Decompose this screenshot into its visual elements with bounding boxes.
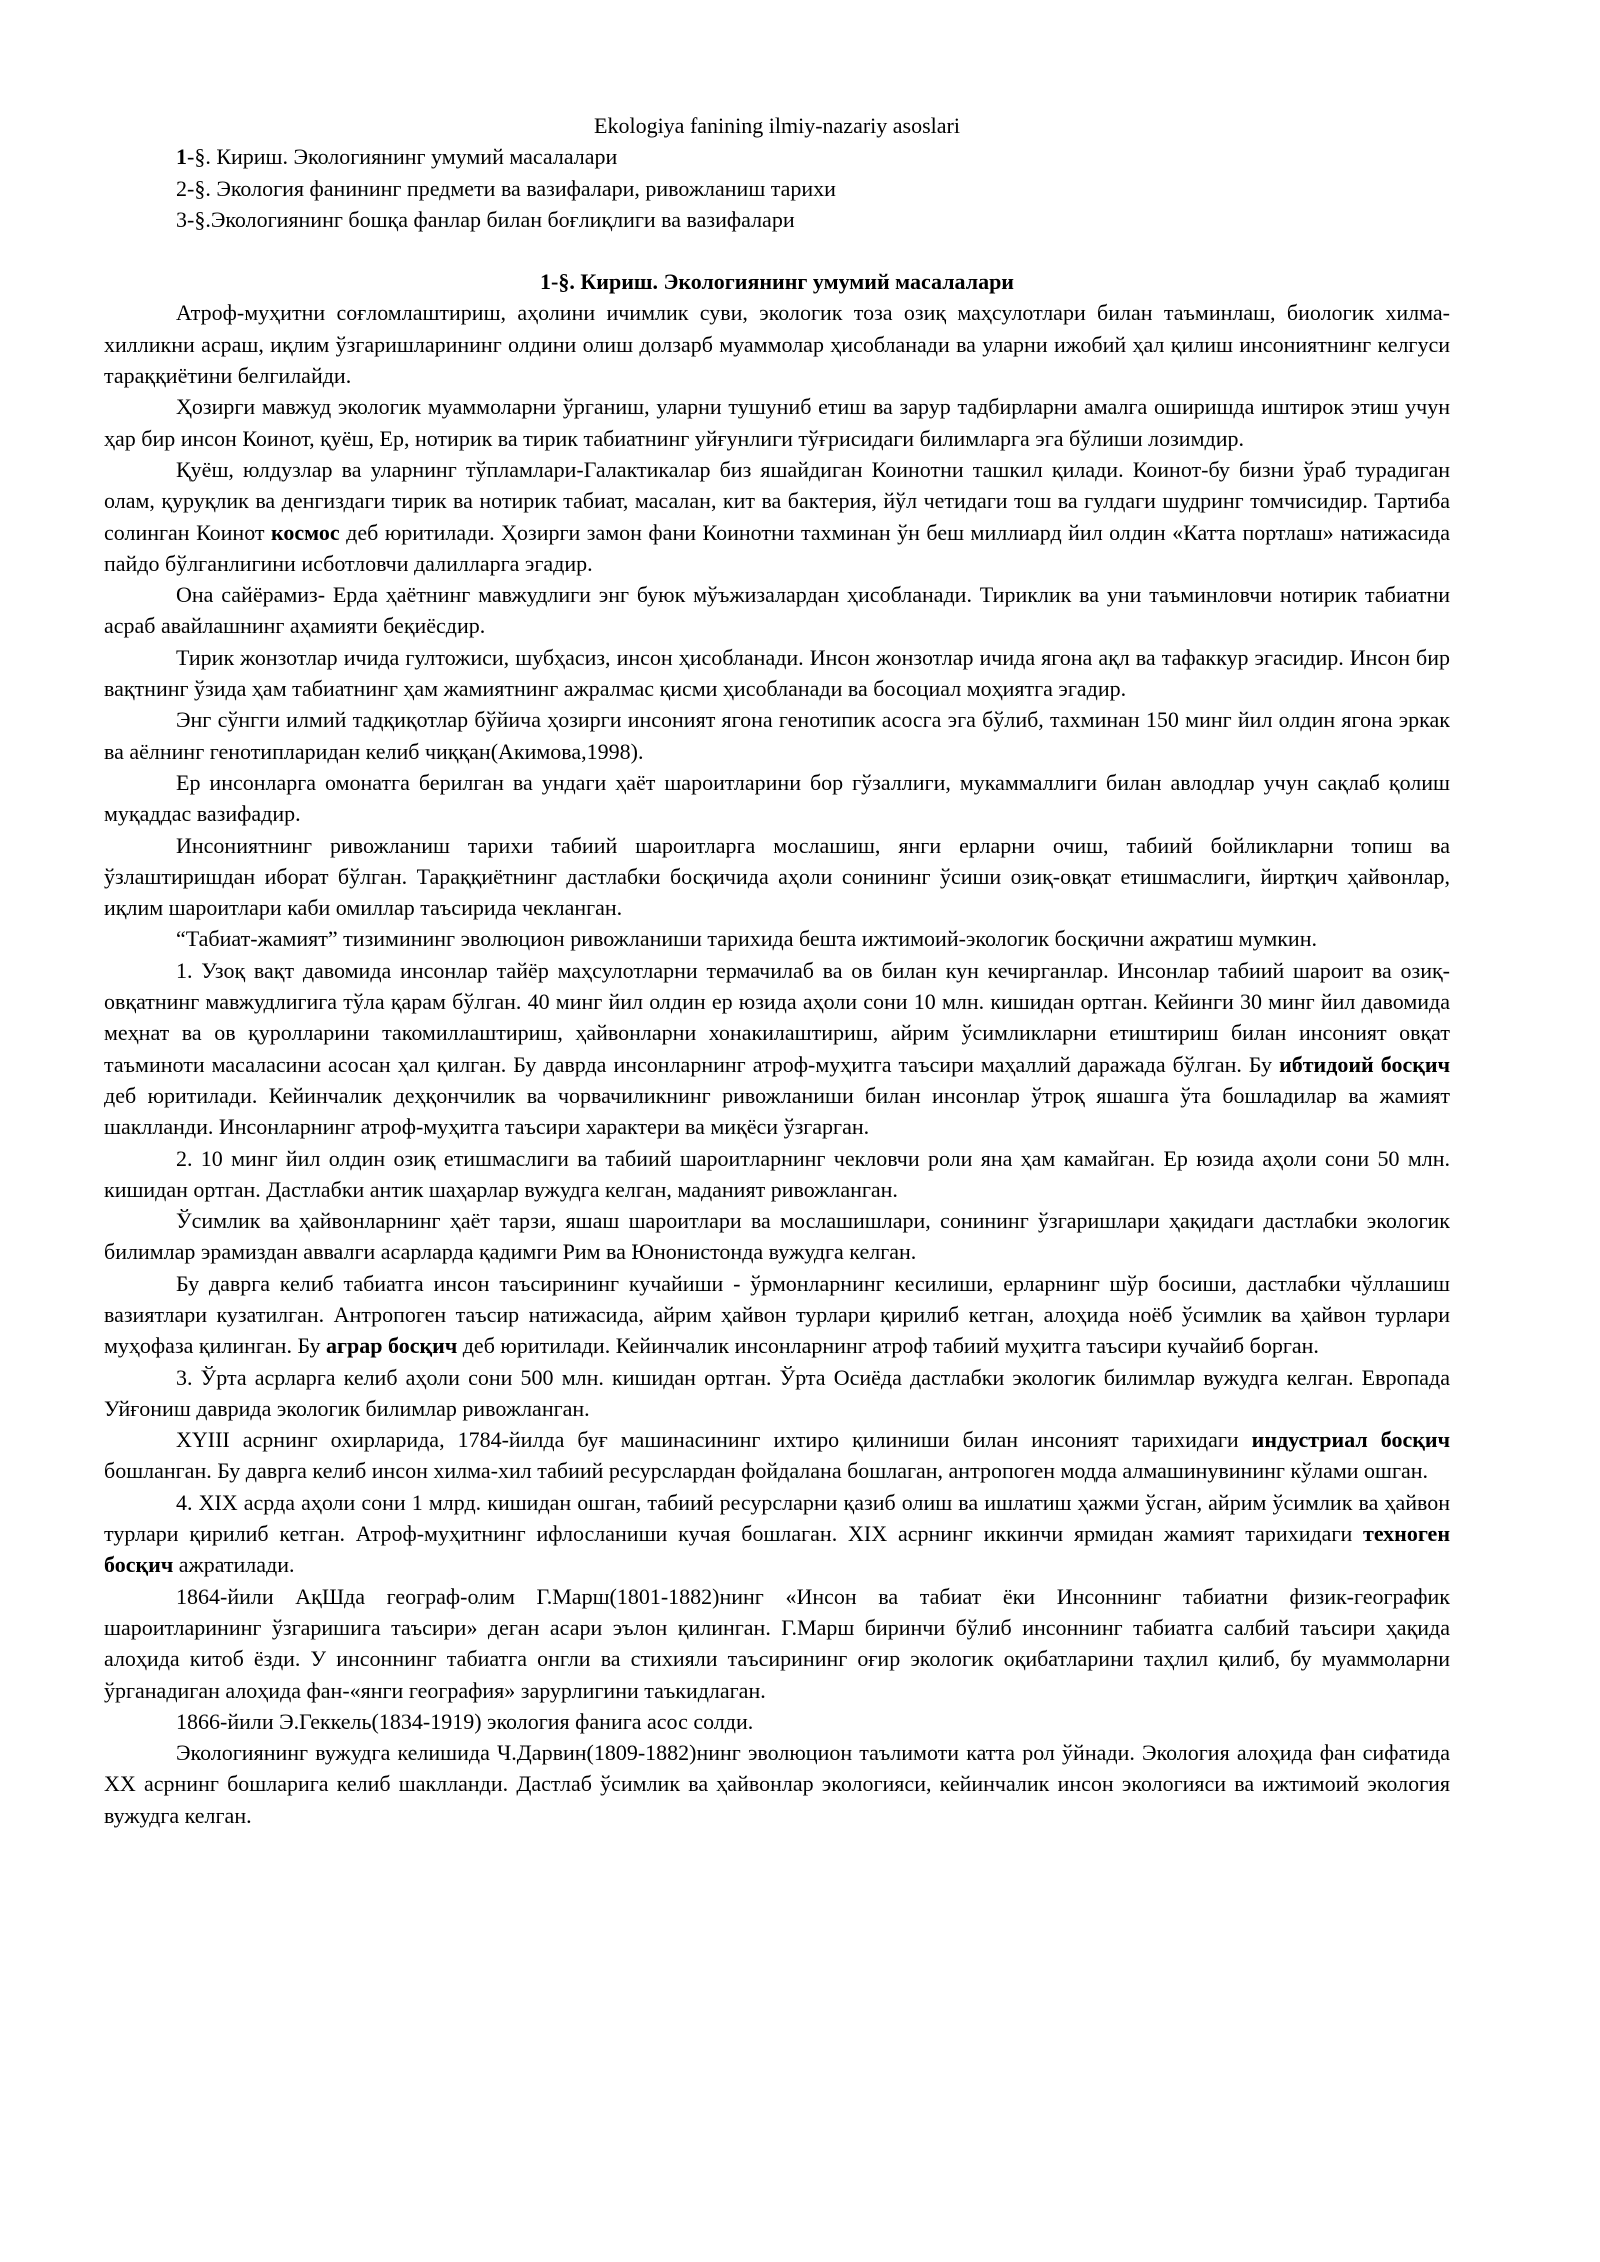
paragraph: Инсониятнинг ривожланиш тарихи табиий шароитларга мослашиш, янги ерларни очиш, табиий бойликларни топиш ва ўзлаштиришдан иборат бўлган. Тараққиётнинг дастлабки босқичида аҳоли сонининг ўсиши озиқ-овқат етишмаслиги, йиртқич ҳайвонлар, иқлим шароитлари каби омиллар таъсирида чекланган. — [104, 832, 1450, 921]
toc-item-text: -§. Кириш. Экологиянинг умумий масалалари — [187, 144, 618, 170]
paragraph: XYIII асрнинг охирларида, 1784-йилда буғ машинасининг ихтиро қилиниши билан инсоният тарихидаги индустриал босқич бошланган. Бу даврга келиб инсон хилма-хил табиий ресурслардан фойдалана бошлаган, антропоген модда алмашинувининг кўлами ошган. — [104, 1427, 1450, 1484]
bold-term: индустриал босқич — [1251, 1427, 1450, 1453]
paragraph: Ўсимлик ва ҳайвонларнинг ҳаёт тарзи, яшаш шароитлари ва мослашишлари, сонининг ўзгаришлари ҳақидаги дастлабки экологик билимлар эрамиздан аввалги асарларда қадимги Рим ва Юнонистонда вужудга келган. — [104, 1208, 1450, 1265]
toc-item — [176, 204, 1450, 235]
bold-term: аграр босқич — [326, 1333, 458, 1359]
paragraph: Атроф-муҳитни соғломлаштириш, аҳолини ичимлик суви, экологик тоза озиқ маҳсулотлари билан таъминлаш, биологик хилма-хилликни асраш, иқлим ўзгаришларининг олдини олиш долзарб муаммолар ҳисобланади ва уларни ижобий ҳал қилиш инсониятнинг келгуси тараққиётини белгилайди. — [104, 300, 1450, 389]
bold-term: ибтидоий босқич — [1279, 1051, 1451, 1077]
paragraph: Қуёш, юлдузлар ва уларнинг тўпламлари-Галактикалар биз яшайдиган Коинотни ташкил қилади. Коинот-бу бизни ўраб турадиган олам, қуруқлик ва денгиздаги тирик ва нотирик табиат, масалан, кит ва бактерия, йўл четидаги тош ва гулдаги шудринг томчисидир. Тартиба солинган Коинот космос деб юритилади. Ҳозирги замон фани Коинотни тахминан ўн беш миллиард йил олдин «Катта портлаш» натижасида пайдо бўлганлигини исботловчи далилларга эгадир. — [104, 456, 1451, 576]
toc-item-text: -§. Экология фанининг предмети ва вазифалари, ривожланиш тарихи — [187, 175, 836, 201]
paragraph: Она сайёрамиз- Ерда ҳаётнинг мавжудлиги энг буюк мўъжизалардан ҳисобланади. Тириклик ва уни таъминловчи нотирик табиатни асраб авайлашнинг аҳамияти беқиёсдир. — [104, 582, 1450, 639]
toc-item-text: -§.Экологиянинг бошқа фанлар билан боғлиқлиги ва вазифалари — [187, 206, 795, 232]
spacer — [104, 235, 1450, 266]
paragraph: Экологиянинг вужудга келишида Ч.Дарвин(1809-1882)нинг эволюцион таълимоти катта рол ўйнади. Экология алоҳида фан сифатида XX асрнинг бошларига келиб шаклланди. Дастлаб ўсимлик ва ҳайвонлар экологияси, кейинчалик инсон экологияси ва ижтимоий экология вужудга келган. — [104, 1740, 1450, 1828]
paragraph: Тирик жонзотлар ичида гултожиси, шубҳасиз, инсон ҳисобланади. Инсон жонзотлар ичида ягона ақл ва тафаккур эгасидир. Инсон бир вақтнинг ўзида ҳам табиатнинг ҳам жамиятнинг ажралмас қисми ҳисобланади ва босоциал моҳиятга эгадир. — [104, 644, 1450, 702]
body-text — [104, 297, 1450, 1831]
toc-item — [176, 173, 1450, 204]
paragraph: 2. 10 минг йил олдин озиқ етишмаслиги ва табиий шароитларнинг чекловчи роли яна ҳам камайган. Ер юзида аҳоли сони 50 млн. кишидан ортган. Дастлабки антик шаҳарлар вужудга келган, маданият ривожланган. — [104, 1145, 1450, 1202]
paragraph: Ҳозирги мавжуд экологик муаммоларни ўрганиш, уларни тушуниб етиш ва зарур тадбирларни амалга оширишда иштирок этиш учун ҳар бир инсон Коинот, қуёш, Ер, нотирик ва тирик табиатнинг уйғунлиги тўғрисидаги билимларга эга бўлиши лозимдир. — [104, 394, 1450, 451]
toc-item-number: 1 — [176, 144, 187, 170]
document-content — [104, 110, 1450, 1831]
paragraph: Ер инсонларга омонатга берилган ва ундаги ҳаёт шароитларини бор гўзаллиги, мукаммаллиги билан авлодлар учун сақлаб қолиш муқаддас вазифадир. — [104, 769, 1450, 827]
table-of-contents — [104, 141, 1450, 235]
toc-item — [176, 141, 1450, 172]
paragraph: 1866-йили Э.Геккель(1834-1919) экология фанига асос солди. — [176, 1708, 754, 1734]
paragraph: 1864-йили АқШда географ-олим Г.Марш(1801-1882)нинг «Инсон ва табиат ёки Инсоннинг табиатни физик-географик шароитларининг ўзгаришига таъсири» деган асари эълон қилинган. Г.Марш биринчи бўлиб инсоннинг табиатга салбий таъсири ҳақида алоҳида китоб ёзди. У инсоннинг табиатга онгли ва стихияли таъсирининг оғир экологик оқибатларини таҳлил қилиб, бу муаммоларни ўрганадиган алоҳида фан-«янги география» зарурлигини таъкидлаган. — [104, 1583, 1450, 1703]
paragraph: 1. Узоқ вақт давомида инсонлар тайёр маҳсулотларни термачилаб ва ов билан кун кечирганлар. Инсонлар табиий шароит ва озиқ-овқатнинг мавжудлигига тўла қарам бўлган. 40 минг йил олдин ер юзида аҳоли сони 10 млн. кишидан ортган. Кейинги 30 минг йил давомида меҳнат ва ов қуролларини такомиллаштириш, ҳайвонларни хонакилаштириш, айрим ўсимликларни етиштириш билан инсоният овқат таъминоти масаласини асосан ҳал қилган. Бу даврда инсонларнинг атроф-муҳитга таъсири маҳаллий даражада бўлган. Бу ибтидоий босқич деб юритилади. Кейинчалик деҳқончилик ва чорвачиликнинг ривожланиши билан инсонлар ўтроқ яшашга ўта бошладилар ва жамият шаклланди. Инсонларнинг атроф-муҳитга таъсири характери ва миқёси ўзгарган. — [104, 957, 1451, 1140]
section-heading: 1-§. Кириш. Экологиянинг умумий масалалари — [540, 269, 1014, 295]
paragraph: Бу даврга келиб табиатга инсон таъсирининг кучайиши - ўрмонларнинг кесилиши, ерларнинг шўр босиши, дастлабки чўллашиш вазиятлари кузатилган. Антропоген таъсир натижасида, айрим ҳайвон турлари қирилиб кетган, алоҳида ноёб ўсимлик ва ҳайвон турлари муҳофаза қилинган. Бу аграр босқич деб юритилади. Кейинчалик инсонларнинг атроф табиий муҳитга таъсири кучайиб борган. — [104, 1270, 1450, 1359]
document-title: Ekologiya fanining ilmiy-nazariy asoslari — [594, 113, 960, 138]
toc-item-number: 2 — [176, 175, 187, 201]
paragraph: “Табиат-жамият” тизимининг эволюцион ривожланиши тарихида бешта ижтимоий-экологик босқични ажратиш мумкин. — [176, 926, 1317, 952]
paragraph: 4. XIX асрда аҳоли сони 1 млрд. кишидан ошган, табиий ресурсларни қазиб олиш ва ишлатиш ҳажми ўсган, айрим ўсимлик ва ҳайвон турлари қирилиб кетган. Атроф-муҳитнинг ифлосланиши кучая бошлаган. XIX асрнинг иккинчи ярмидан жамият тарихидаги техноген босқич ажратилади. — [104, 1489, 1450, 1578]
paragraph: Энг сўнгги илмий тадқиқотлар бўйича ҳозирги инсоният ягона генотипик асосга эга бўлиб, тахминан 150 минг йил олдин ягона эркак ва аёлнинг генотипларидан келиб чиққан(Акимова,1998). — [104, 707, 1450, 764]
bold-term: космос — [271, 519, 340, 545]
toc-item-number: 3 — [176, 206, 187, 232]
bold-term: техноген босқич — [104, 1521, 1450, 1578]
paragraph: 3. Ўрта асрларга келиб аҳоли сони 500 млн. кишидан ортган. Ўрта Осиёда дастлабки экологик билимлар вужудга келган. Европада Уйғониш даврида экологик билимлар ривожланган. — [104, 1364, 1450, 1421]
